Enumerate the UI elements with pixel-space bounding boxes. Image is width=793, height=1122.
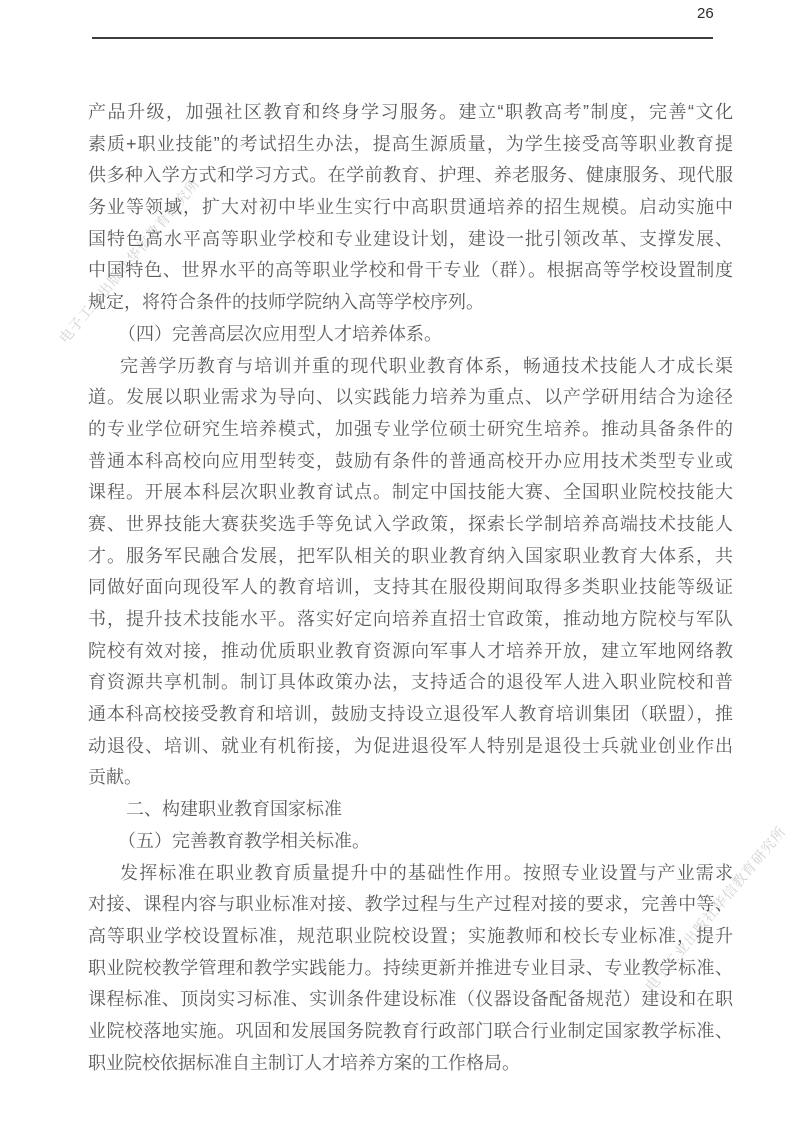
text-line: 课程标准、顶岗实习标准、实训条件建设标准（仪器设备配备规范）建设和在职 xyxy=(88,989,733,1010)
text-line: 完善学历教育与培训并重的现代职业教育体系，畅通技术技能人才成长渠 xyxy=(120,355,733,376)
text-line: 产品升级，加强社区教育和终身学习服务。建立“职教高考”制度，完善“文化 xyxy=(88,102,733,122)
document-body xyxy=(88,97,733,1079)
text-line: 的专业学位研究生培养模式，加强专业学位硕士研究生培养。推动具备条件的 xyxy=(88,418,733,439)
text-line: 通本科高校接受教育和培训，鼓励支持设立退役军人教育培训集团（联盟），推 xyxy=(88,704,733,725)
text-line: 书，提升技术技能水平。落实好定向培养直招士官政策，推动地方院校与军队 xyxy=(88,609,733,629)
watermark-text: 电子工业出版社华信教育研究所 xyxy=(641,822,790,995)
text-line: 务业等领域，扩大对初中毕业生实行中高职贯通培养的招生规模。启动实施中 xyxy=(88,197,733,218)
text-line: 道。发展以职业需求为导向、以实践能力培养为重点、以产学研用结合为途径 xyxy=(88,387,733,408)
text-line: 贡献。 xyxy=(88,767,142,788)
text-line: 育资源共享机制。制订具体政策办法，支持适合的退役军人进入职业院校和普 xyxy=(88,672,733,693)
text-line: 二、构建职业教育国家标准 xyxy=(126,799,342,820)
text-line: 课程。开展本科层次职业教育试点。制定中国技能大赛、全国职业院校技能大 xyxy=(88,482,733,503)
text-line: 才。服务军民融合发展，把军队相关的职业教育纳入国家职业教育大体系，共 xyxy=(88,545,733,566)
watermark-text: 电子工业出版社华信教育研究所 xyxy=(55,174,204,347)
text-line: 职业院校教学管理和教学实践能力。持续更新并推进专业目录、专业教学标准、 xyxy=(88,957,733,978)
text-line: 动退役、培训、就业有机衔接，为促进退役军人特别是退役士兵就业创业作出 xyxy=(88,735,733,756)
header-rule xyxy=(92,37,713,39)
text-line: 国特色高水平高等职业学校和专业建设计划，建设一批引领改革、支撑发展、 xyxy=(88,228,733,249)
text-line: 院校有效对接，推动优质职业教育资源向军事人才培养开放，建立军地网络教 xyxy=(88,640,733,661)
text-line: 供多种入学方式和学习方式。在学前教育、护理、养老服务、健康服务、现代服 xyxy=(88,165,733,186)
text-line: 高等职业学校设置标准，规范职业院校设置；实施教师和校长专业标准，提升 xyxy=(88,925,733,946)
text-line: 赛、世界技能大赛获奖选手等免试入学政策，探索长学制培养高端技术技能人 xyxy=(88,513,733,534)
text-line: 发挥标准在职业教育质量提升中的基础性作用。按照专业设置与产业需求 xyxy=(120,862,733,883)
text-line: （四）完善高层次应用型人才培养体系。 xyxy=(118,323,442,344)
text-line: 对接、课程内容与职业标准对接、教学过程与生产过程对接的要求，完善中等、 xyxy=(88,894,733,915)
text-line: 普通本科高校向应用型转变，鼓励有条件的普通高校开办应用技术类型专业或 xyxy=(88,450,733,471)
text-line: （五）完善教育教学相关标准。 xyxy=(118,830,370,851)
text-line: 规定，将符合条件的技师学院纳入高等学校序列。 xyxy=(88,292,484,313)
text-line: 职业院校依据标准自主制订人才培养方案的工作格局。 xyxy=(88,1052,520,1073)
text-line: 业院校落地实施。巩固和发展国务院教育行政部门联合行业制定国家教学标准、 xyxy=(88,1020,733,1041)
text-line: 中国特色、世界水平的高等职业学校和骨干专业（群）。根据高等学校设置制度 xyxy=(88,260,733,281)
page-number: 26 xyxy=(697,5,714,22)
text-line: 素质+职业技能”的考试招生办法，提高生源质量，为学生接受高等职业教育提 xyxy=(88,133,733,154)
text-line: 同做好面向现役军人的教育培训，支持其在服役期间取得多类职业技能等级证 xyxy=(88,577,733,598)
